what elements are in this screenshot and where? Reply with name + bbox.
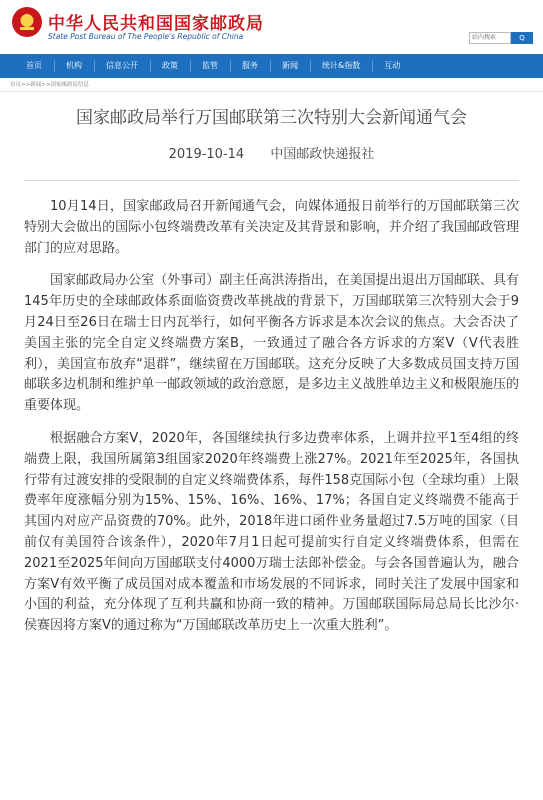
nav-item-interaction[interactable]: 互动 [372, 54, 412, 78]
article-paragraph: 根据融合方案V，2020年，各国继续执行多边费率体系，上调并拉平1至4组的终端费上限，我国所属第3组国家2020年终端费上涨27%。2021年至2025年，各国执行带有过渡安排的受限制的自定义终端费体系，每件158克国际小包（全球均重）上限费率年度涨幅分别为15%、15%、16%、16%、17%；各国自定义终端费不能高于其国内对应产品资费的70%。此外，2018年进口函件业务量超过7.5万吨的国家（目前仅有美国符合该条件），2020年7月1日起可提前实行自定义终端费体系，但需在2021至2025年间向万国邮联支付4000万瑞士法郎补偿金。与会各国普遍认为，融合方案V有效平衡了成员国对成本覆盖和市场发展的不同诉求，同时关注了发展中国家和小国的利益，充分体现了互利共赢和协商一致的精神。万国邮联国际局总局长比沙尔·侯赛因将方案V的通过称为“万国邮联改革历史上一次重大胜利”。 [24, 430, 519, 634]
article-paragraph: 国家邮政局办公室（外事司）副主任高洪涛指出，在美国提出退出万国邮联、具有145年历史的全球邮政体系面临资费改革挑战的背景下，万国邮联第三次特别大会于9月24日至26日在瑞士日内瓦举行，如何平衡各方诉求是本次会议的焦点。大会否决了美国主张的完全自定义终端费方案B，一致通过了融合各方诉求的方案V（V代表胜利），美国宣布放弃“退群”，继续留在万国邮联。这充分反映了大多数成员国支持万国邮联多边机制和维护单一邮政领域的政治意愿，是多边主义战胜单边主义和极限施压的重要体现。 [24, 273, 519, 414]
nav-item-statistics[interactable]: 统计&指数 [310, 54, 372, 78]
site-title[interactable]: 中华人民共和国国家邮政局 [48, 14, 264, 34]
search-input[interactable]: 站内搜索 [469, 32, 511, 44]
divider [24, 180, 519, 181]
nav-item-news[interactable]: 新闻 [270, 54, 310, 78]
article-meta [24, 143, 519, 162]
nav-item-policy[interactable]: 政策 [150, 54, 190, 78]
nav-item-home[interactable]: 首页 [26, 61, 42, 70]
article-source: 中国邮政快递报社 [270, 147, 375, 162]
nav-item-disclosure[interactable]: 信息公开 [94, 54, 150, 78]
article-date: 2019-10-14 [168, 147, 245, 162]
site-header [0, 0, 543, 54]
nav-item-supervision[interactable]: 监管 [190, 54, 230, 78]
article [0, 92, 543, 637]
national-emblem-icon[interactable] [12, 7, 42, 37]
search-bar [469, 32, 533, 44]
main-nav [0, 54, 543, 78]
nav-item-service[interactable]: 服务 [230, 54, 270, 78]
article-paragraph: 10月14日，国家邮政局召开新闻通气会，向媒体通报日前举行的万国邮联第三次特别大会做出的国际小包终端费改革有关决定及其背景和影响，并介绍了我国邮政管理部门的应对思路。 [24, 199, 519, 256]
nav-item-organization[interactable]: 机构 [54, 54, 94, 78]
article-title: 国家邮政局举行万国邮联第三次特别大会新闻通气会 [76, 108, 467, 128]
breadcrumb[interactable]: 首页>>新闻>>国家邮政局信息 [0, 78, 543, 92]
site-subtitle: State Post Bureau of The People's Republic of China [48, 32, 244, 41]
search-button[interactable]: Q [511, 32, 533, 44]
